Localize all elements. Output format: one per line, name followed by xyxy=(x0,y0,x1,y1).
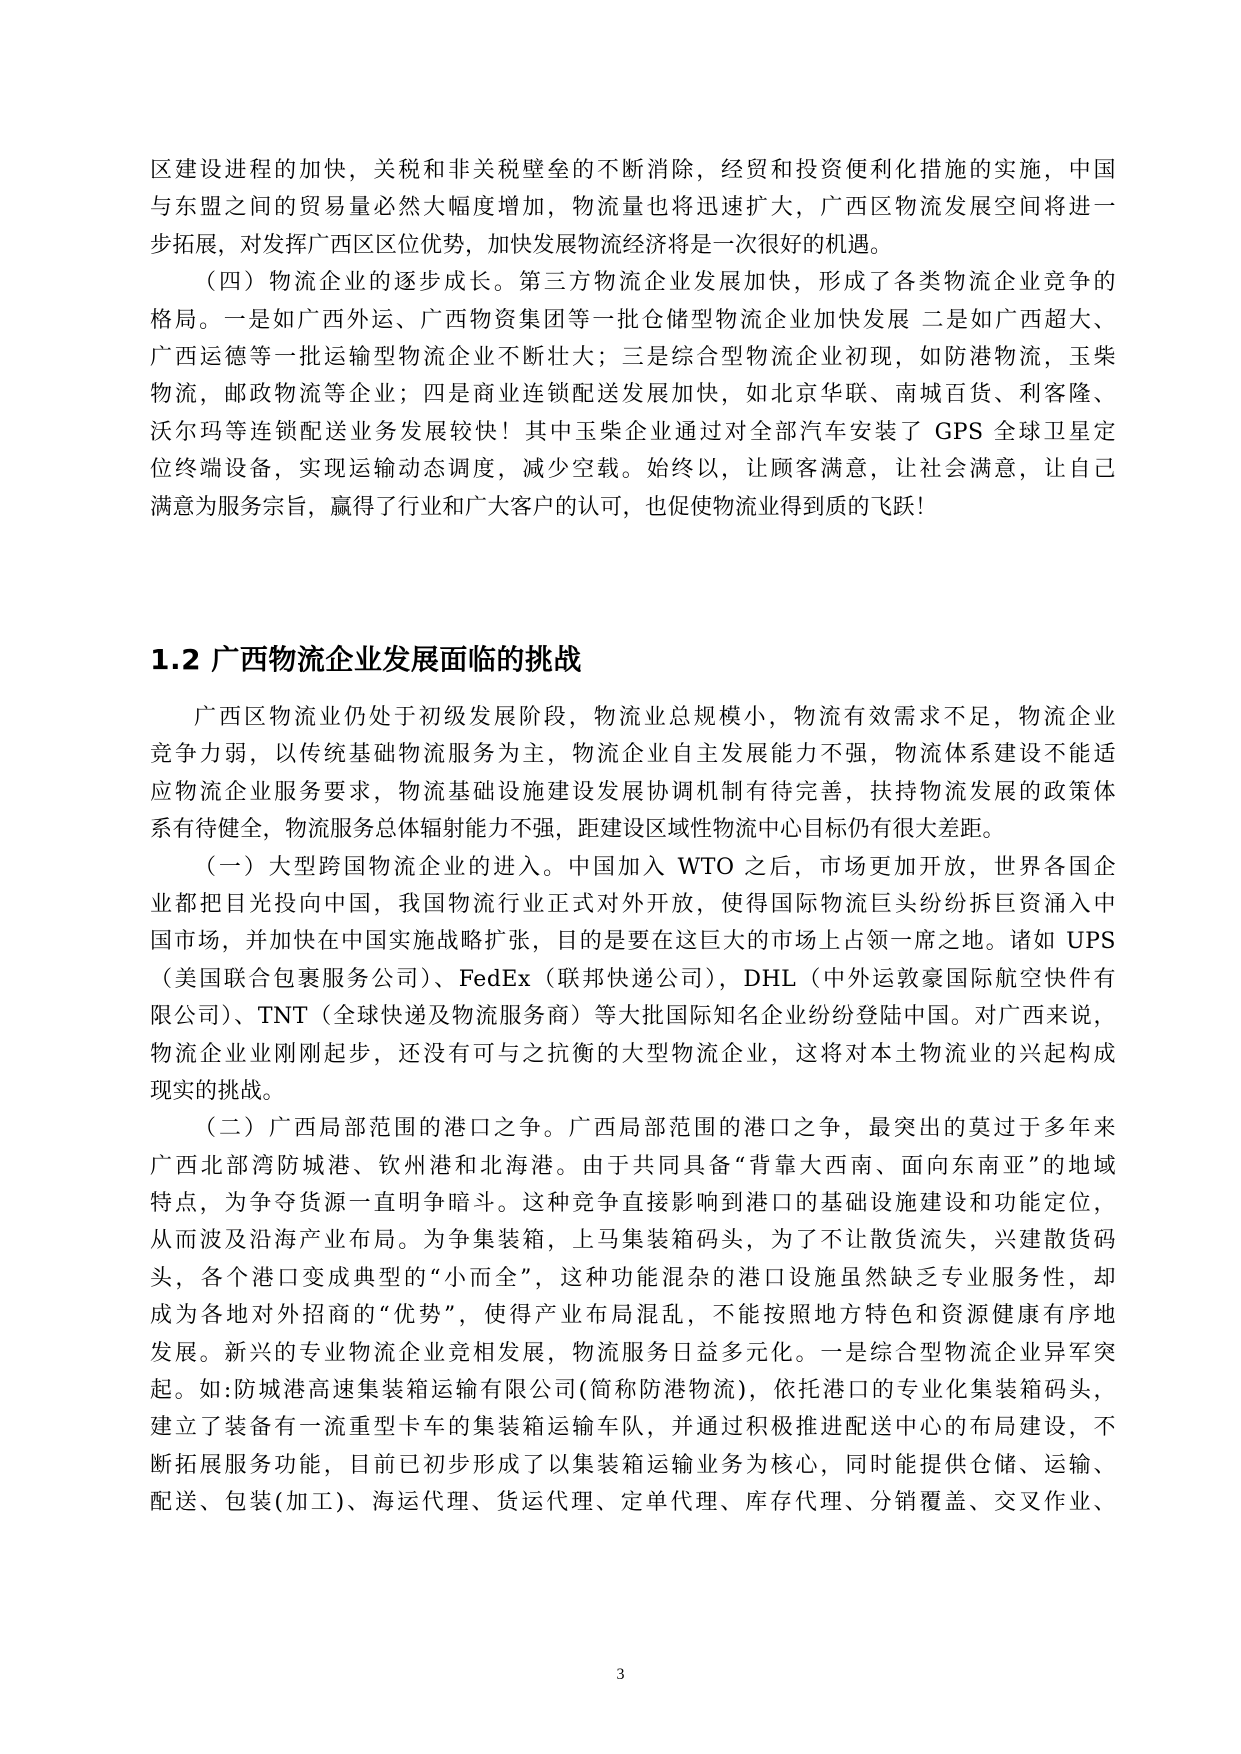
paragraph-line: 竞争力弱，以传统基础物流服务为主，物流企业自主发展能力不强，物流体系建设不能适 xyxy=(150,742,1116,768)
paragraph-line: 配送、包装(加工)、海运代理、货运代理、定单代理、库存代理、分销覆盖、交叉作业、 xyxy=(150,1490,1116,1516)
paragraph-line: 满意为服务宗旨，赢得了行业和广大客户的认可，也促使物流业得到质的飞跃！ xyxy=(150,494,938,520)
paragraph-line: 位终端设备，实现运输动态调度，减少空载。始终以，让顾客满意，让社会满意，让自己 xyxy=(150,457,1116,483)
paragraph-line: 广西北部湾防城港、钦州港和北海港。由于共同具备“背靠大西南、面向东南亚”的地域 xyxy=(150,1153,1116,1179)
paragraph-line: （美国联合包裹服务公司）、FedEx（联邦快递公司），DHL（中外运敦豪国际航空快件有 xyxy=(150,966,1116,992)
paragraph-line: 断拓展服务功能，目前已初步形成了以集装箱运输业务为核心，同时能提供仓储、运输、 xyxy=(150,1452,1116,1478)
paragraph-line: 物流，邮政物流等企业；四是商业连锁配送发展加快，如北京华联、南城百货、利客隆、 xyxy=(150,382,1116,408)
paragraph-line: 广西区物流业仍处于初级发展阶段，物流业总规模小，物流有效需求不足，物流企业 xyxy=(194,705,1116,730)
paragraph-line: 应物流企业服务要求，物流基础设施建设发展协调机制有待完善，扶持物流发展的政策体 xyxy=(150,779,1116,805)
paragraph-line: 发展。新兴的专业物流企业竞相发展，物流服务日益多元化。一是综合型物流企业异军突 xyxy=(150,1340,1116,1366)
top-text-block xyxy=(150,152,1116,526)
paragraph-line: 系有待健全，物流服务总体辐射能力不强，距建设区域性物流中心目标仍有很大差距。 xyxy=(150,817,1006,843)
paragraph-line: （一）大型跨国物流企业的进入。中国加入 WTO 之后，市场更加开放，世界各国企 xyxy=(194,854,1116,880)
paragraph-line: （四）物流企业的逐步成长。第三方物流企业发展加快，形成了各类物流企业竞争的 xyxy=(194,270,1116,296)
page-number: 3 xyxy=(616,1666,625,1683)
paragraph-line: 格局。一是如广西外运、广西物资集团等一批仓储型物流企业加快发展 二是如广西超大、 xyxy=(150,307,1116,333)
section-heading: 1.2 广西物流企业发展面临的挑战 xyxy=(150,643,582,676)
paragraph-line: 与东盟之间的贸易量必然大幅度增加，物流量也将迅速扩大，广西区物流发展空间将进一 xyxy=(150,195,1116,221)
paragraph-line: 头，各个港口变成典型的“小而全”，这种功能混杂的港口设施虽然缺乏专业服务性，却 xyxy=(150,1265,1116,1291)
paragraph-line: 建立了装备有一流重型卡车的集装箱运输车队，并通过积极推进配送中心的布局建设，不 xyxy=(150,1415,1116,1441)
paragraph-line: 区建设进程的加快，关税和非关税壁垒的不断消除，经贸和投资便利化措施的实施，中国 xyxy=(150,158,1116,183)
paragraph-line: 成为各地对外招商的“优势”，使得产业布局混乱，不能按照地方特色和资源健康有序地 xyxy=(150,1303,1116,1329)
paragraph-line: 从而波及沿海产业布局。为争集装箱，上马集装箱码头，为了不让散货流失，兴建散货码 xyxy=(150,1228,1116,1254)
paragraph-line: 步拓展，对发挥广西区区位优势，加快发展物流经济将是一次很好的机遇。 xyxy=(150,232,893,258)
paragraph-line: 限公司）、TNT（全球快递及物流服务商）等大批国际知名企业纷纷登陆中国。对广西来说， xyxy=(150,1004,1116,1030)
paragraph-line: 广西运德等一批运输型物流企业不断壮大；三是综合型物流企业初现，如防港物流，玉柴 xyxy=(150,344,1116,370)
paragraph-line: 业都把目光投向中国，我国物流行业正式对外开放，使得国际物流巨头纷纷拆巨资涌入中 xyxy=(150,891,1116,917)
bottom-text-block xyxy=(150,699,1116,1522)
paragraph-line: 国市场，并加快在中国实施战略扩张，目的是要在这巨大的市场上占领一席之地。诸如 UPS xyxy=(150,929,1116,955)
paragraph-line: （二）广西局部范围的港口之争。广西局部范围的港口之争，最突出的莫过于多年来 xyxy=(194,1116,1116,1142)
paragraph-line: 现实的挑战。 xyxy=(150,1078,286,1104)
paragraph-line: 物流企业业刚刚起步，还没有可与之抗衡的大型物流企业，这将对本土物流业的兴起构成 xyxy=(150,1041,1116,1067)
paragraph-line: 沃尔玛等连锁配送业务发展较快！其中玉柴企业通过对全部汽车安装了 GPS 全球卫星定 xyxy=(150,419,1116,445)
paragraph-line: 起。如:防城港高速集装箱运输有限公司(简称防港物流)，依托港口的专业化集装箱码头， xyxy=(150,1378,1116,1404)
paragraph-line: 特点，为争夺货源一直明争暗斗。这种竞争直接影响到港口的基础设施建设和功能定位， xyxy=(150,1191,1116,1217)
